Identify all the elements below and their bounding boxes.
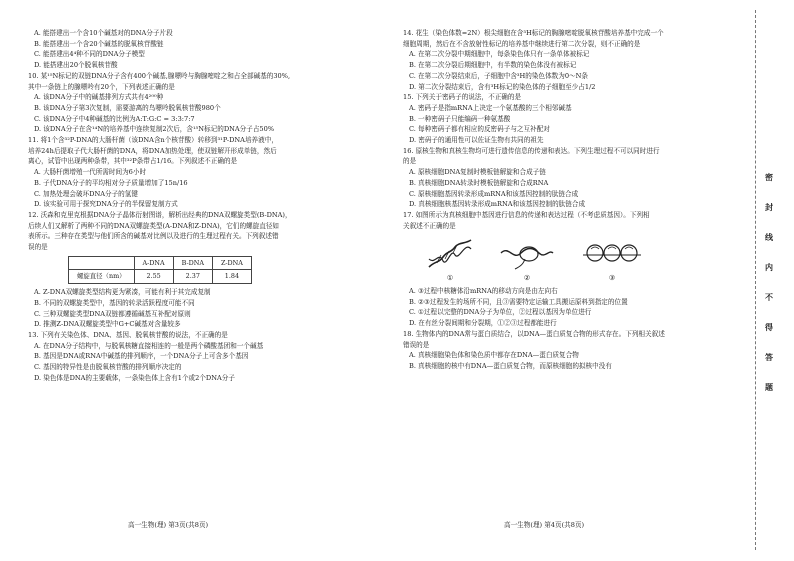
q12-option-b: B. 不同的双螺旋类型中，基因的转录活跃程度可能不同 [34,298,195,307]
page-footer-left: 高一生物(理) 第3页(共8页) [128,521,209,529]
q11-option-c: C. 加热处理会破坏DNA分子的氢键 [34,189,138,198]
q17-option-b: B. ②③过程发生的场所不同，且③需要特定运输工具搬运原料到指定的位置 [409,297,628,306]
seal-char: 不 [765,292,773,302]
q10-option-b: B. 该DNA分子第3次复制，需要游离的鸟嘌呤脱氧核苷酸980个 [34,103,221,112]
transcription-diagram [499,237,555,271]
q10-stem-line-1: 10. 某¹⁵N标记的双链DNA分子含有400个碱基,腺嘌呤与胸腺嘧啶之和占全部碱基的30%, [28,71,291,80]
q17-stem-line-2: 关叙述不正确的是 [403,221,456,230]
q12-option-a: A. Z-DNA双螺旋类型结构更为紧凑，可能有利于其完成复制 [34,288,211,297]
q12-option-d: D. 推测Z-DNA双螺旋类型中G+C碱基对含量较多 [34,320,181,329]
q17-option-d: D. 在有丝分裂间期和分裂期，①②③过程都能进行 [409,319,557,328]
q16-option-a: A. 原核细胞DNA复制时模板链解旋和合成子链 [409,168,546,177]
q15-option-b: B. 一种密码子只能编码一种氨基酸 [409,114,511,123]
seal-char: 线 [765,232,773,242]
q14-stem-line-2: 细胞周期，然后在不含放射性标记的培养基中继续进行第二次分裂，则不正确的是 [403,39,641,48]
q14-option-a: A. 在第二次分裂中期细胞中，每条染色体只有一条单体被标记 [409,50,590,59]
q13-option-b: B. 基因是DNA或RNA中碱基的排列顺序，一个DNA分子上可含多个基因 [34,352,249,361]
figure-replication [427,237,473,284]
figure-label-2: ② [523,274,531,283]
q10-option-a: A. 该DNA分子中的碱基排列方式共有4²⁰⁰种 [34,93,164,102]
q16-stem-line-2: 的是 [403,157,417,166]
q18-option-b: B. 真核细胞的核中有DNA—蛋白质复合物，而原核细胞的拟核中没有 [409,361,612,370]
q9-option-a: A. 能搭建出一个含10个碱基对的DNA分子片段 [34,29,173,37]
q9-option-d: D. 能搭建出20个脱氧核苷酸 [34,61,118,70]
q11-stem-line-1: 11. 将1个含³²P-DNA的大肠杆菌（该DNA含n个核苷酸）转移到³¹P-DNA培养液中， [28,136,278,145]
q12-option-c: C. 三种双螺旋类型DNA双链都遵循碱基互补配对原则 [34,309,191,318]
seal-char: 内 [765,262,773,272]
table-cell: 1.84 [212,270,251,284]
q17-option-a: A. ③过程中核糖体沿mRNA的移动方向是由左向右 [409,287,558,296]
left-column [28,28,376,384]
helix-diameter-table [68,256,252,284]
table-header-cell: A-DNA [134,256,173,270]
seal-char: 得 [765,322,773,332]
q10-option-d: D. 该DNA分子在含¹⁴N的培养基中连续复制2次后，含¹⁵N标记的DNA分子占50% [34,125,275,134]
q14-option-d: D. 第二次分裂结束后，含有³H标记的染色体的子细胞至少占1/2 [409,82,596,91]
right-column [403,28,738,372]
dna-replication-diagram [427,237,473,271]
q18-option-a: A. 真核细胞染色体和染色质中都存在DNA—蛋白质复合物 [409,351,579,360]
q12-stem-line-4: 误的是 [28,243,48,252]
seal-char: 答 [765,352,773,362]
seal-char: 封 [765,202,773,212]
table-header-cell: Z-DNA [212,256,251,270]
q16-option-c: C. 原核细胞基因转录形成mRNA和该基因控制的肽链合成 [409,189,579,198]
translation-diagram [581,237,643,271]
seal-line-notice [761,172,777,412]
figure-transcription [499,237,555,284]
table-header-cell: B-DNA [173,256,212,270]
figure-translation [581,237,643,284]
q11-stem-line-2: 培养24h后提取子代大肠杆菌的DNA，将DNA加热处理，使双链解开形成单链，然后 [28,146,277,155]
q13-option-a: A. 在DNA分子结构中，与脱氧核糖直接相连的一般是两个磷酸基团和一个碱基 [34,341,264,350]
q11-option-b: B. 子代DNA分子的平均相对分子质量增加了15n/16 [34,178,188,187]
q10-option-c: C. 该DNA分子中4种碱基的比例为A:T:G:C = 3:3:7:7 [34,114,195,123]
q15-option-c: C. 每种密码子都有相应的反密码子与之互补配对 [409,125,550,134]
q9-option-c: C. 能搭建出4⁴种不同的DNA分子模型 [34,50,145,59]
q15-option-a: A. 密码子是指mRNA上决定一个氨基酸的三个相邻碱基 [409,103,572,112]
seal-char: 题 [765,382,773,392]
table-header-row [69,256,252,270]
q14-option-b: B. 在第二次分裂后期细胞中，有半数的染色体没有被标记 [409,61,577,70]
q18-stem-line-2: 错误的是 [403,340,430,349]
q17-stem-line-1: 17. 如图所示为真核细胞中基因进行信息的传递和表达过程（不考虑质基因）。下列相 [403,210,650,219]
q11-option-d: D. 该实验可用于探究DNA分子的半保留复制方式 [34,200,178,209]
table-row-label: 螺旋直径（nm） [69,270,135,284]
q14-stem-line-1: 14. 花生（染色体数=2N）根尖细胞在含³H标记的胸腺嘧啶脱氧核苷酸培养基中完成一个 [403,29,664,37]
table-row [69,270,252,284]
figure-label-1: ① [446,274,454,283]
q10-stem-line-2: 其中一条链上的腺嘌呤有20个，下列表述正确的是 [28,82,175,91]
q14-option-c: C. 在第二次分裂结束后，子细胞中含³H的染色体数为0～N条 [409,71,589,80]
q16-option-b: B. 真核细胞DNA转录时模板链解旋和合成RNA [409,178,549,187]
q11-stem-line-3: 离心，试管中出现两种条带，其中³²P条带占1/16。下列叙述不正确的是 [28,157,238,166]
q16-option-d: D. 真核细胞核基因转录形成mRNA和该基因控制的肽链合成 [409,200,586,209]
figure-label-3: ③ [608,274,616,283]
q15-stem-line-1: 15. 下列关于密码子的说法，不正确的是 [403,93,522,102]
q18-stem-line-1: 18. 生物体内的DNA常与蛋白质结合，以DNA—蛋白质复合物的形式存在。下列相关叙述 [403,329,665,338]
table-header-cell [69,256,135,270]
q15-option-d: D. 密码子的通用性可以佐证生物有共同的祖先 [409,136,544,145]
q9-option-b: B. 能搭建出一个含20个碱基的脱氧核苷酸链 [34,39,164,48]
q13-option-d: D. 染色体是DNA的主要载体，一条染色体上含有1个或2个DNA分子 [34,373,235,382]
q11-option-a: A. 大肠杆菌增殖一代所需时间为6小时 [34,168,147,177]
q12-stem-line-2: 后续人们又解析了两种不同的DNA双螺旋类型(A-DNA和Z-DNA)，它们的螺旋直径如 [28,221,280,230]
page-footer-right: 高一生物(理) 第4页(共8页) [504,521,585,529]
gene-expression-figures [427,237,738,284]
q13-stem-line-1: 13. 下列有关染色体、DNA、基因、脱氧核苷酸的说法，不正确的是 [28,330,228,339]
table-cell: 2.37 [173,270,212,284]
q12-stem-line-1: 12. 沃森和克里克根据DNA分子晶体衍射图谱，解析出经典的DNA双螺旋类型(B-DNA)， [28,210,292,219]
seal-dashed-line [755,10,756,550]
q17-option-c: C. ①过程以完整的DNA分子为单位，②过程以基因为单位进行 [409,308,592,317]
q12-stem-line-3: 表所示。三种存在类型与他们所含的碱基对比例以及进行的生理过程有关。下列叙述错 [28,232,279,241]
table-cell: 2.55 [134,270,173,284]
seal-char: 密 [765,172,773,182]
q16-stem-line-1: 16. 原核生物和真核生物均可进行遗传信息的传递和表达。下列生理过程不可以同时进行 [403,146,660,155]
q13-option-c: C. 基因的特异性是由脱氧核苷酸的排列顺序决定的 [34,363,182,372]
